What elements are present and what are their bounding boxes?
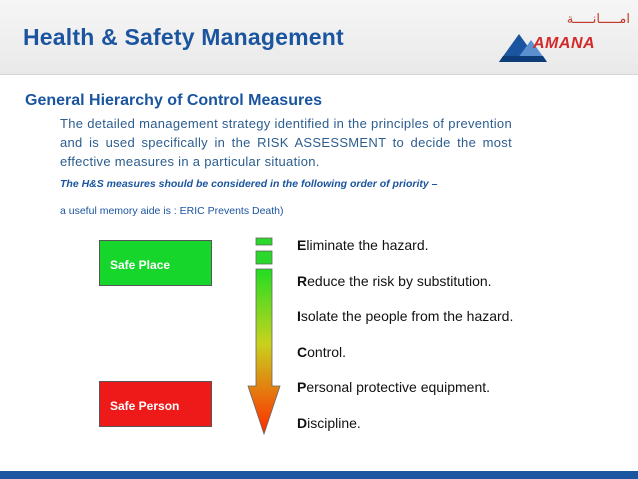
- safe-person-box: [99, 381, 212, 427]
- step-control: Control.: [297, 343, 347, 360]
- step-eliminate: Eliminate the hazard.: [297, 237, 429, 253]
- eric-steps-list: [297, 237, 513, 450]
- section-heading: General Hierarchy of Control Measures: [25, 92, 322, 109]
- safe-person-label: Safe Person: [110, 399, 180, 413]
- priority-note: The H&S measures should be considered in the following order of priority –: [60, 178, 438, 190]
- priority-arrow-icon: [246, 236, 282, 438]
- step-ppe: Personal protective equipment.: [297, 379, 491, 395]
- safe-place-label: Safe Place: [110, 258, 171, 272]
- page-title: Health & Safety Management: [23, 24, 344, 50]
- step-reduce: Reduce the risk by substitution.: [297, 272, 492, 289]
- header-bar: [0, 0, 638, 75]
- safe-place-box: [99, 240, 212, 286]
- step-discipline: Discipline.: [297, 414, 361, 431]
- intro-paragraph: The detailed management strategy identified in the principles of prevention and is used specifically in the RISK ASSESSMENT to decide the most effective measures in a particular situation.: [60, 116, 512, 169]
- memory-aide-note: a useful memory aide is : ERIC Prevents Death): [60, 205, 284, 217]
- logo-arabic-text: امـــــانـــــة: [566, 12, 630, 27]
- footer-bar: [0, 471, 638, 479]
- logo-wordmark: AMANA: [533, 35, 596, 52]
- step-isolate: Isolate the people from the hazard.: [297, 308, 514, 324]
